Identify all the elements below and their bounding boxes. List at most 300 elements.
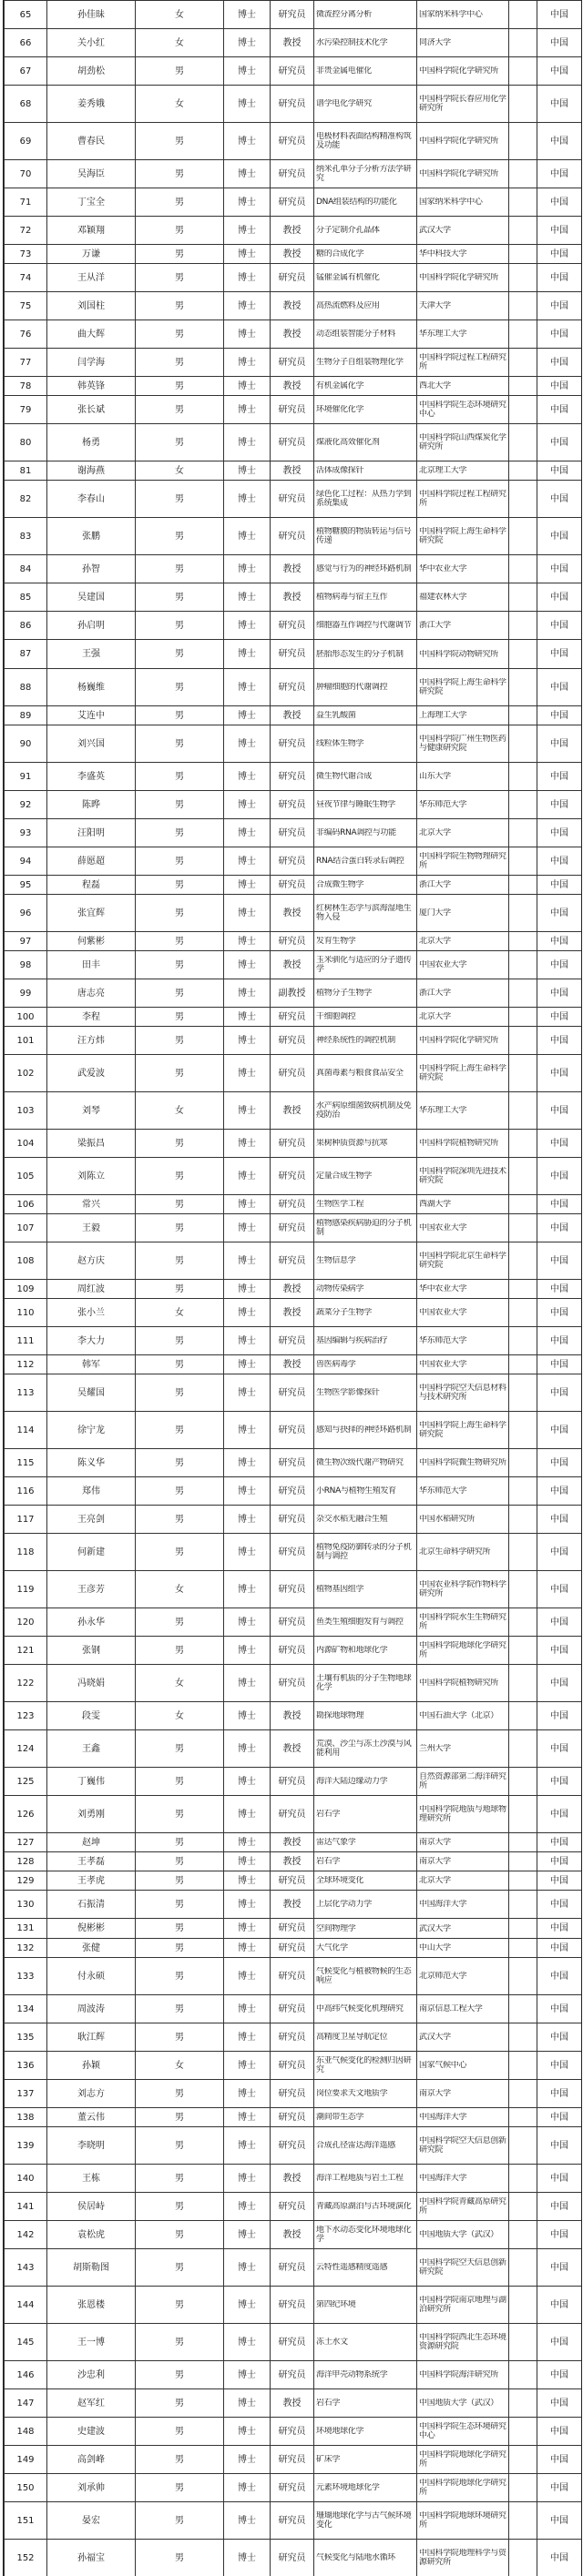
row-number: 108 xyxy=(5,1242,47,1280)
row-number: 118 xyxy=(5,1534,47,1571)
research-field xyxy=(314,1919,417,1939)
table-row xyxy=(5,1299,582,1327)
job-title: 教授 xyxy=(271,2389,314,2418)
nationality: 中国 xyxy=(537,669,582,706)
work-unit xyxy=(417,2249,509,2287)
degree: 博士 xyxy=(224,2474,271,2502)
row-number: 149 xyxy=(5,2446,47,2474)
gender: 男 xyxy=(136,1449,224,1477)
gender: 男 xyxy=(136,1958,224,1995)
nationality: 中国 xyxy=(537,160,582,188)
person-name: 高剑峰 xyxy=(47,2446,136,2474)
work-unit-text: 南京大学 xyxy=(419,2089,451,2098)
work-unit-text: 中国科学院化学研究所 xyxy=(419,169,499,178)
row-number: 70 xyxy=(5,160,47,188)
nationality: 中国 xyxy=(537,2474,582,2502)
blank-cell xyxy=(509,1374,537,1412)
row-number: 146 xyxy=(5,2361,47,2389)
job-title: 研究员 xyxy=(271,1571,314,1608)
work-unit xyxy=(417,763,509,791)
research-field-text: 海洋工程地质与岩土工程 xyxy=(316,2174,404,2183)
degree: 博士 xyxy=(224,1412,271,1449)
work-unit-text: 中国地质大学（武汉） xyxy=(419,2230,499,2239)
job-title: 研究员 xyxy=(271,2446,314,2474)
gender: 男 xyxy=(136,1008,224,1027)
work-unit-text: 北京大学 xyxy=(419,828,451,837)
table-row xyxy=(5,1214,582,1242)
table-row xyxy=(5,819,582,847)
person-name: 赵坤 xyxy=(47,1833,136,1852)
row-number: 116 xyxy=(5,1477,47,1506)
gender: 男 xyxy=(136,2324,224,2361)
nationality: 中国 xyxy=(537,396,582,424)
research-field-text: 兽医病毒学 xyxy=(316,1360,356,1369)
work-unit xyxy=(417,2361,509,2389)
research-field xyxy=(314,2361,417,2389)
blank-cell xyxy=(509,763,537,791)
nationality: 中国 xyxy=(537,895,582,932)
person-name: 万谦 xyxy=(47,245,136,264)
gender: 男 xyxy=(136,349,224,377)
person-name: 孙永华 xyxy=(47,1608,136,1637)
table-row xyxy=(5,424,582,461)
nationality: 中国 xyxy=(537,791,582,819)
person-name: 李春山 xyxy=(47,481,136,518)
research-field xyxy=(314,1852,417,1871)
row-number: 77 xyxy=(5,349,47,377)
work-unit-text: 武汉大学 xyxy=(419,226,451,235)
job-title: 研究员 xyxy=(271,1958,314,1995)
work-unit xyxy=(417,123,509,160)
research-field-text: 定量合成生物学 xyxy=(316,1171,372,1181)
research-field xyxy=(314,1534,417,1571)
blank-cell xyxy=(509,377,537,396)
research-field xyxy=(314,2446,417,2474)
job-title: 教授 xyxy=(271,461,314,481)
row-number: 148 xyxy=(5,2418,47,2446)
work-unit xyxy=(417,640,509,669)
work-unit-text: 中国农业大学 xyxy=(419,960,467,969)
row-number: 84 xyxy=(5,555,47,583)
research-field xyxy=(314,1327,417,1355)
blank-cell xyxy=(509,2249,537,2287)
work-unit xyxy=(417,2287,509,2324)
table-row xyxy=(5,1608,582,1637)
degree: 博士 xyxy=(224,725,271,763)
nationality: 中国 xyxy=(537,217,582,245)
research-field xyxy=(314,847,417,876)
degree: 博士 xyxy=(224,1730,271,1768)
research-field-text: 海洋大陆边缘动力学 xyxy=(316,1777,388,1786)
research-field xyxy=(314,1214,417,1242)
blank-cell xyxy=(509,640,537,669)
row-number: 103 xyxy=(5,1092,47,1130)
nationality: 中国 xyxy=(537,1665,582,1702)
person-name: 杨巍维 xyxy=(47,669,136,706)
job-title: 研究员 xyxy=(271,188,314,217)
person-name: 王彦芳 xyxy=(47,1571,136,1608)
blank-cell xyxy=(509,2502,537,2540)
person-name: 刘国柱 xyxy=(47,292,136,320)
degree: 博士 xyxy=(224,819,271,847)
work-unit xyxy=(417,1008,509,1027)
row-number: 100 xyxy=(5,1008,47,1027)
nationality: 中国 xyxy=(537,2165,582,2193)
table-row xyxy=(5,1,582,29)
research-field xyxy=(314,932,417,951)
job-title: 研究员 xyxy=(271,1449,314,1477)
nationality: 中国 xyxy=(537,518,582,555)
work-unit-text: 中国科学院化学研究所 xyxy=(419,66,499,76)
research-field-text: 纳米孔单分子分析方法学研究 xyxy=(316,165,412,183)
person-name: 周波涛 xyxy=(47,1995,136,2023)
gender: 女 xyxy=(136,1092,224,1130)
research-field xyxy=(314,2052,417,2080)
degree: 博士 xyxy=(224,2287,271,2324)
person-name: 刘勇刚 xyxy=(47,1796,136,1833)
nationality: 中国 xyxy=(537,640,582,669)
nationality: 中国 xyxy=(537,2023,582,2052)
job-title: 研究员 xyxy=(271,481,314,518)
research-field-text: 动态组装智能分子材料 xyxy=(316,330,396,339)
gender: 男 xyxy=(136,2361,224,2389)
gender: 男 xyxy=(136,979,224,1008)
gender: 男 xyxy=(136,1608,224,1637)
job-title: 研究员 xyxy=(271,1055,314,1092)
research-field xyxy=(314,160,417,188)
blank-cell xyxy=(509,2080,537,2108)
nationality: 中国 xyxy=(537,1891,582,1919)
blank-cell xyxy=(509,1637,537,1665)
job-title: 研究员 xyxy=(271,725,314,763)
research-field xyxy=(314,292,417,320)
table-row xyxy=(5,2165,582,2193)
degree: 博士 xyxy=(224,2446,271,2474)
work-unit-text: 华东理工大学 xyxy=(419,330,467,339)
nationality: 中国 xyxy=(537,2249,582,2287)
blank-cell xyxy=(509,1796,537,1833)
work-unit-text: 中国农业大学 xyxy=(419,1360,467,1369)
research-field-text: 合成微生物学 xyxy=(316,880,364,889)
person-name: 王亮剑 xyxy=(47,1506,136,1534)
job-title: 教授 xyxy=(271,1730,314,1768)
table-row xyxy=(5,555,582,583)
work-unit-text: 北京大学 xyxy=(419,1012,451,1021)
degree: 博士 xyxy=(224,245,271,264)
person-name: 孙启明 xyxy=(47,612,136,640)
blank-cell xyxy=(509,1608,537,1637)
row-number: 104 xyxy=(5,1130,47,1158)
gender: 男 xyxy=(136,1412,224,1449)
table-row xyxy=(5,1891,582,1919)
work-unit xyxy=(417,1571,509,1608)
degree: 博士 xyxy=(224,2127,271,2165)
nationality: 中国 xyxy=(537,1449,582,1477)
work-unit-text: 中国科学院空天信息材料与技术研究所 xyxy=(419,1384,506,1402)
person-name: 王一博 xyxy=(47,2324,136,2361)
gender: 男 xyxy=(136,1327,224,1355)
work-unit-text: 北京理工大学 xyxy=(419,466,467,475)
table-row xyxy=(5,2361,582,2389)
research-field xyxy=(314,763,417,791)
person-name: 陈义华 xyxy=(47,1449,136,1477)
person-name: 张长斌 xyxy=(47,396,136,424)
row-number: 96 xyxy=(5,895,47,932)
work-unit-text: 国家纳米科学中心 xyxy=(419,10,483,19)
work-unit-text: 中国科学院地球化学研究所 xyxy=(419,1641,506,1659)
row-number: 105 xyxy=(5,1158,47,1195)
research-field-text: 中高纬气候变化机理研究 xyxy=(316,2004,404,2013)
nationality: 中国 xyxy=(537,1702,582,1730)
row-number: 151 xyxy=(5,2502,47,2540)
degree: 博士 xyxy=(224,29,271,57)
gender: 男 xyxy=(136,424,224,461)
person-name: 侯居峙 xyxy=(47,2193,136,2221)
work-unit-text: 中国海洋大学 xyxy=(419,2174,467,2183)
research-field-text: 微生物代谢合成 xyxy=(316,772,372,781)
degree: 博士 xyxy=(224,2108,271,2127)
research-field-text: 线粒体生物学 xyxy=(316,739,364,748)
blank-cell xyxy=(509,2361,537,2389)
row-number: 131 xyxy=(5,1919,47,1939)
degree: 博士 xyxy=(224,932,271,951)
job-title: 教授 xyxy=(271,706,314,725)
work-unit xyxy=(417,1919,509,1939)
work-unit-text: 中国科学院空天信息创新研究院 xyxy=(419,2136,506,2155)
research-field xyxy=(314,396,417,424)
table-row xyxy=(5,1280,582,1299)
nationality: 中国 xyxy=(537,725,582,763)
gender: 男 xyxy=(136,669,224,706)
research-field xyxy=(314,2324,417,2361)
gender: 男 xyxy=(136,1158,224,1195)
nationality: 中国 xyxy=(537,2080,582,2108)
nationality: 中国 xyxy=(537,1852,582,1871)
blank-cell xyxy=(509,1995,537,2023)
row-number: 143 xyxy=(5,2249,47,2287)
gender: 女 xyxy=(136,1665,224,1702)
degree: 博士 xyxy=(224,518,271,555)
degree: 博士 xyxy=(224,1571,271,1608)
nationality: 中国 xyxy=(537,1608,582,1637)
gender: 男 xyxy=(136,1730,224,1768)
work-unit-text: 中国科学院北京生命科学研究院 xyxy=(419,1252,506,1270)
blank-cell xyxy=(509,612,537,640)
job-title: 研究员 xyxy=(271,1214,314,1242)
work-unit-text: 中国科学院海洋研究所 xyxy=(419,2370,499,2379)
research-field xyxy=(314,706,417,725)
row-number: 130 xyxy=(5,1891,47,1919)
research-field xyxy=(314,1027,417,1055)
gender: 男 xyxy=(136,1195,224,1214)
blank-cell xyxy=(509,518,537,555)
person-name: 李大力 xyxy=(47,1327,136,1355)
blank-cell xyxy=(509,1242,537,1280)
blank-cell xyxy=(509,932,537,951)
work-unit xyxy=(417,1355,509,1374)
blank-cell xyxy=(509,1852,537,1871)
research-field xyxy=(314,1958,417,1995)
person-name: 赵方庆 xyxy=(47,1242,136,1280)
gender: 男 xyxy=(136,612,224,640)
research-field xyxy=(314,2287,417,2324)
gender: 男 xyxy=(136,1027,224,1055)
gender: 男 xyxy=(136,791,224,819)
table-row xyxy=(5,1730,582,1768)
person-name: 吴耀国 xyxy=(47,1374,136,1412)
research-field xyxy=(314,2389,417,2418)
work-unit xyxy=(417,481,509,518)
research-field-text: 合成孔径雷达海洋遥感 xyxy=(316,2141,396,2150)
person-name: 张宜辉 xyxy=(47,895,136,932)
person-name: 刘志方 xyxy=(47,2080,136,2108)
work-unit-text: 福建农林大学 xyxy=(419,593,467,602)
research-field-text: 冻土水文 xyxy=(316,2338,348,2347)
blank-cell xyxy=(509,1214,537,1242)
person-name: 何新建 xyxy=(47,1534,136,1571)
work-unit-text: 浙江大学 xyxy=(419,989,451,998)
row-number: 78 xyxy=(5,377,47,396)
nationality: 中国 xyxy=(537,2221,582,2249)
research-field xyxy=(314,612,417,640)
job-title: 研究员 xyxy=(271,1871,314,1891)
job-title: 研究员 xyxy=(271,1796,314,1833)
blank-cell xyxy=(509,2389,537,2418)
row-number: 72 xyxy=(5,217,47,245)
degree: 博士 xyxy=(224,292,271,320)
work-unit-text: 南京信息工程大学 xyxy=(419,2004,483,2013)
person-name: 张鹏 xyxy=(47,518,136,555)
research-field-text: 高精度卫星导航定位 xyxy=(316,2033,388,2042)
row-number: 127 xyxy=(5,1833,47,1852)
job-title: 研究员 xyxy=(271,1665,314,1702)
row-number: 79 xyxy=(5,396,47,424)
row-number: 83 xyxy=(5,518,47,555)
research-field-text: 水产病原细菌致病机制及免疫防治 xyxy=(316,1101,412,1120)
row-number: 152 xyxy=(5,2540,47,2576)
research-field-text: 空间物理学 xyxy=(316,1923,356,1933)
degree: 博士 xyxy=(224,1958,271,1995)
work-unit xyxy=(417,979,509,1008)
person-name: 董云伟 xyxy=(47,2108,136,2127)
row-number: 120 xyxy=(5,1608,47,1637)
row-number: 86 xyxy=(5,612,47,640)
work-unit-text: 中山大学 xyxy=(419,1943,451,1952)
person-name: 王孝磊 xyxy=(47,1852,136,1871)
work-unit xyxy=(417,1506,509,1534)
nationality: 中国 xyxy=(537,1130,582,1158)
research-field xyxy=(314,29,417,57)
gender: 男 xyxy=(136,640,224,669)
table-row xyxy=(5,1571,582,1608)
job-title: 研究员 xyxy=(271,1,314,29)
job-title: 研究员 xyxy=(271,2418,314,2446)
degree: 博士 xyxy=(224,1,271,29)
nationality: 中国 xyxy=(537,1768,582,1796)
nationality: 中国 xyxy=(537,1571,582,1608)
person-name: 王强 xyxy=(47,640,136,669)
degree: 博士 xyxy=(224,1939,271,1958)
degree: 博士 xyxy=(224,2502,271,2540)
work-unit xyxy=(417,876,509,895)
blank-cell xyxy=(509,57,537,86)
job-title: 教授 xyxy=(271,951,314,979)
work-unit xyxy=(417,1534,509,1571)
table-row xyxy=(5,2540,582,2576)
gender: 女 xyxy=(136,1571,224,1608)
table-row xyxy=(5,518,582,555)
row-number: 71 xyxy=(5,188,47,217)
job-title: 研究员 xyxy=(271,2502,314,2540)
work-unit-text: 中国农业大学 xyxy=(419,1223,467,1232)
work-unit xyxy=(417,1608,509,1637)
row-number: 66 xyxy=(5,29,47,57)
blank-cell xyxy=(509,1958,537,1995)
research-field-text: 红树林生态学与滨海湿地生物入侵 xyxy=(316,904,412,922)
research-field xyxy=(314,320,417,349)
person-name: 袁松虎 xyxy=(47,2221,136,2249)
gender: 男 xyxy=(136,2418,224,2446)
work-unit-text: 北京大学 xyxy=(419,937,451,946)
row-number: 138 xyxy=(5,2108,47,2127)
job-title: 教授 xyxy=(271,1355,314,1374)
row-number: 80 xyxy=(5,424,47,461)
table-row xyxy=(5,2446,582,2474)
research-field-text: 云特性遥感精度遥感 xyxy=(316,2263,388,2272)
blank-cell xyxy=(509,1355,537,1374)
person-name: 郑伟 xyxy=(47,1477,136,1506)
work-unit xyxy=(417,320,509,349)
degree: 博士 xyxy=(224,1299,271,1327)
degree: 博士 xyxy=(224,1055,271,1092)
job-title: 教授 xyxy=(271,29,314,57)
work-unit-text: 中国科学院西北生态环境资源研究院 xyxy=(419,2333,506,2351)
blank-cell xyxy=(509,2023,537,2052)
research-field-text: 岩石学 xyxy=(316,1857,341,1866)
blank-cell xyxy=(509,1449,537,1477)
table-row xyxy=(5,847,582,876)
job-title: 研究员 xyxy=(271,2127,314,2165)
job-title: 研究员 xyxy=(271,2193,314,2221)
nationality: 中国 xyxy=(537,1027,582,1055)
research-field-text: 上层化学动力学 xyxy=(316,1900,372,1909)
nationality: 中国 xyxy=(537,123,582,160)
research-field-text: 珊瑚地球化学与古气候环境变化 xyxy=(316,2511,412,2530)
research-field xyxy=(314,725,417,763)
gender: 男 xyxy=(136,481,224,518)
blank-cell xyxy=(509,2418,537,2446)
degree: 博士 xyxy=(224,1195,271,1214)
table-row xyxy=(5,1852,582,1871)
research-field xyxy=(314,1280,417,1299)
research-field-text: 雷达气象学 xyxy=(316,1838,356,1847)
gender: 男 xyxy=(136,706,224,725)
table-row xyxy=(5,1374,582,1412)
table-row xyxy=(5,1534,582,1571)
degree: 博士 xyxy=(224,1130,271,1158)
table-row xyxy=(5,1958,582,1995)
row-number: 113 xyxy=(5,1374,47,1412)
person-name: 耿江辉 xyxy=(47,2023,136,2052)
table-row xyxy=(5,1919,582,1939)
gender: 男 xyxy=(136,1374,224,1412)
research-field-text: 蔬菜分子生物学 xyxy=(316,1308,372,1317)
gender: 女 xyxy=(136,1299,224,1327)
work-unit-text: 华东师范大学 xyxy=(419,1336,467,1345)
gender: 男 xyxy=(136,1852,224,1871)
research-field-text: 生物医学工程 xyxy=(316,1200,364,1209)
work-unit xyxy=(417,847,509,876)
